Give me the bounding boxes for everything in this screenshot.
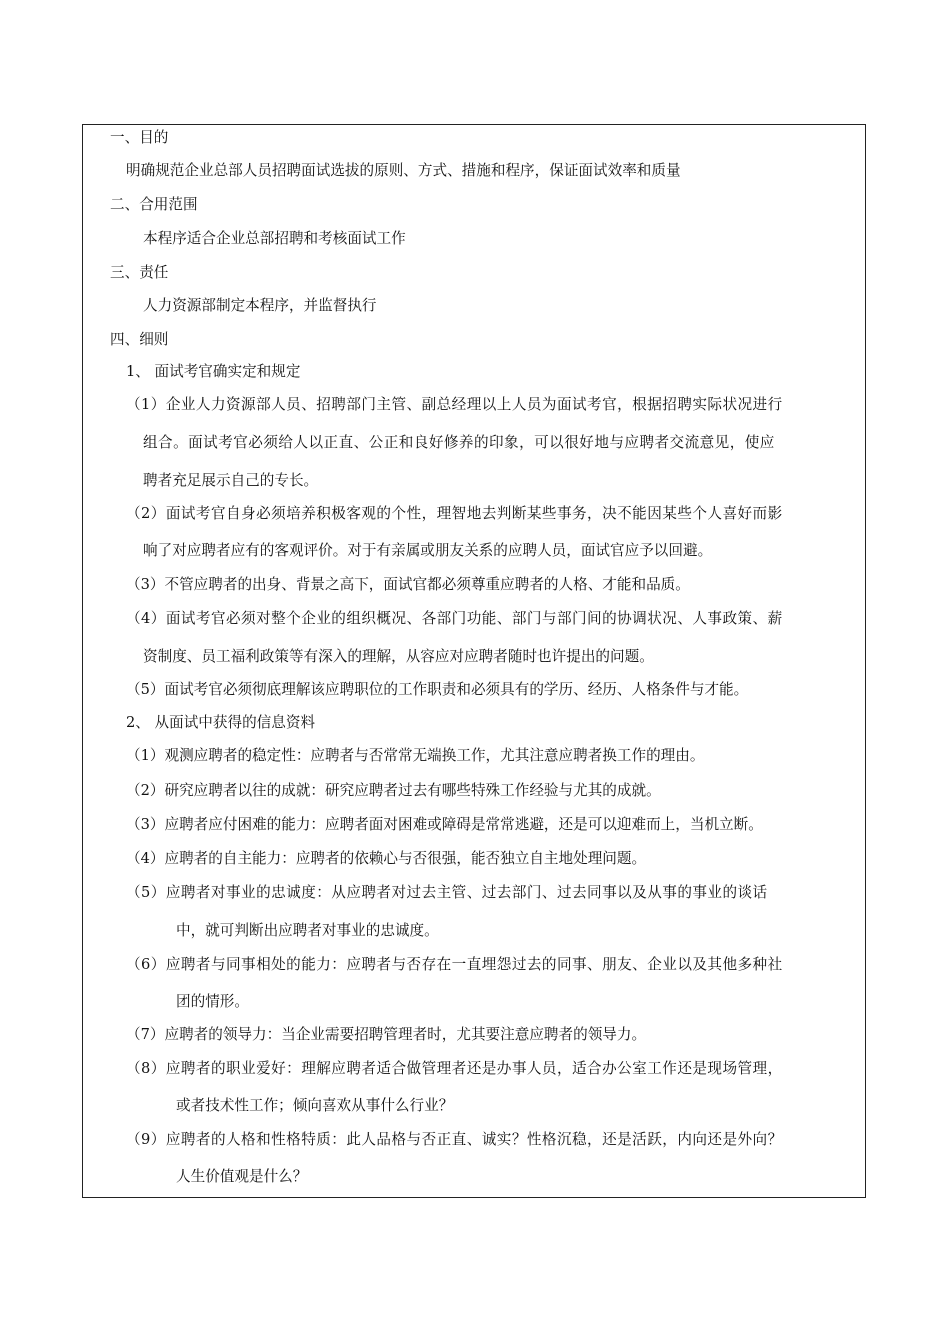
info-line: （6）应聘者与同事相处的能力：应聘者与否存在一直埋怨过去的同事、朋友、企业以及其他多种社: [126, 956, 783, 973]
info-line: 团的情形。: [176, 993, 249, 1010]
rule-line: （5）面试考官必须彻底理解该应聘职位的工作职责和必须具有的学历、经历、人格条件与才能。: [126, 681, 749, 698]
section-2-heading: 二、合用范围: [110, 196, 198, 213]
rule-line: （3）不管应聘者的出身、背景之高下，面试官都必须尊重应聘者的人格、才能和品质。: [126, 576, 690, 593]
rule-line: 资制度、员工福利政策等有深入的理解，从容应对应聘者随时也许提出的问题。: [143, 648, 654, 665]
rule-line: 聘者充足展示自己的专长。: [143, 472, 319, 489]
info-line: （7）应聘者的领导力：当企业需要招聘管理者时，尤其要注意应聘者的领导力。: [126, 1026, 647, 1043]
rule-line: （2）面试考官自身必须培养积极客观的个性，理智地去判断某些事务，决不能因某些个人喜好而影: [126, 505, 783, 522]
rule-line: 组合。面试考官必须给人以正直、公正和良好修养的印象，可以很好地与应聘者交流意见，使应: [143, 434, 775, 451]
info-line: 或者技术性工作；倾向喜欢从事什么行业？: [176, 1097, 454, 1114]
subsection-1-heading: 1、 面试考官确实定和规定: [126, 363, 301, 380]
info-line: （2）研究应聘者以往的成就：研究应聘者过去有哪些特殊工作经验与尤其的成就。: [126, 782, 661, 799]
info-line: 中，就可判断出应聘者对事业的忠诚度。: [176, 922, 439, 939]
section-3-heading: 三、责任: [110, 264, 169, 281]
subsection-2-heading: 2、 从面试中获得的信息资料: [126, 714, 316, 731]
info-line: （1）观测应聘者的稳定性：应聘者与否常常无端换工作，尤其注意应聘者换工作的理由。: [126, 747, 705, 764]
info-line: （8）应聘者的职业爱好：理解应聘者适合做管理者还是办事人员，适合办公室工作还是现场管理，: [126, 1060, 783, 1077]
info-line: （5）应聘者对事业的忠诚度：从应聘者对过去主管、过去部门、过去同事以及从事的事业的谈话: [126, 884, 768, 901]
rule-line: （4）面试考官必须对整个企业的组织概况、各部门功能、部门与部门间的协调状况、人事政策、薪: [126, 610, 783, 627]
info-line: （4）应聘者的自主能力：应聘者的依赖心与否很强，能否独立自主地处理问题。: [126, 850, 647, 867]
section-1-body: 明确规范企业总部人员招聘面试选拔的原则、方式、措施和程序，保证面试效率和质量: [126, 162, 681, 179]
section-1-heading: 一、目的: [110, 129, 169, 146]
info-line: 人生价值观是什么？: [176, 1168, 308, 1185]
section-4-heading: 四、细则: [110, 331, 169, 348]
section-3-body: 人力资源部制定本程序，并监督执行: [143, 297, 377, 314]
rule-line: （1）企业人力资源部人员、招聘部门主管、副总经理以上人员为面试考官，根据招聘实际状况进行: [126, 396, 783, 413]
info-line: （9）应聘者的人格和性格特质：此人品格与否正直、诚实？性格沉稳，还是活跃，内向还是外向？: [126, 1131, 783, 1148]
info-line: （3）应聘者应付困难的能力：应聘者面对困难或障碍是常常逃避，还是可以迎难而上，当机立断。: [126, 816, 763, 833]
section-2-body: 本程序适合企业总部招聘和考核面试工作: [143, 230, 406, 247]
rule-line: 响了对应聘者应有的客观评价。对于有亲属或朋友关系的应聘人员，面试官应予以回避。: [143, 542, 713, 559]
